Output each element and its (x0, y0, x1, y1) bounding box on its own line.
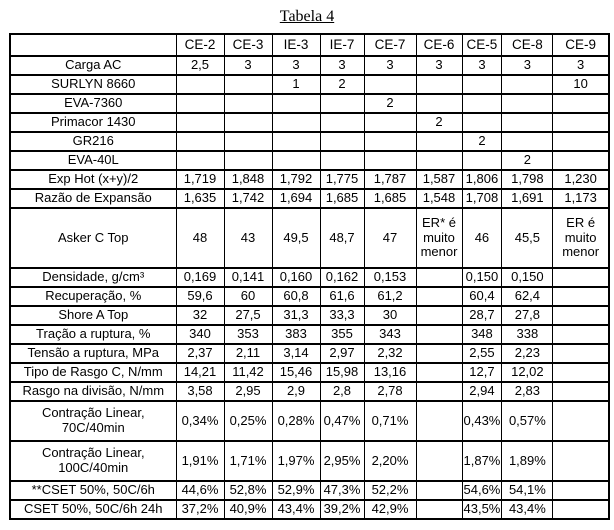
data-cell (462, 113, 502, 132)
data-cell: 12,02 (502, 363, 553, 382)
column-header: CE-7 (364, 34, 416, 56)
data-cell: 1,685 (364, 189, 416, 208)
data-cell (416, 151, 462, 170)
data-cell: 3 (502, 56, 553, 75)
data-cell: 3,14 (272, 344, 320, 363)
data-cell: 3,58 (176, 382, 224, 401)
data-cell (176, 75, 224, 94)
data-cell: 52,8% (224, 481, 272, 500)
data-cell (553, 151, 609, 170)
data-cell: 1,708 (462, 189, 502, 208)
row-label: **CSET 50%, 50C/6h (10, 481, 176, 500)
data-cell (416, 363, 462, 382)
data-cell (416, 75, 462, 94)
data-cell (416, 94, 462, 113)
data-cell (416, 268, 462, 287)
data-cell: 1,787 (364, 170, 416, 189)
table-row (10, 382, 609, 401)
table-row (10, 113, 609, 132)
header-row (10, 34, 609, 56)
data-cell: 0,28% (272, 401, 320, 441)
table-row (10, 151, 609, 170)
table-row (10, 268, 609, 287)
data-cell (416, 287, 462, 306)
data-cell: 48 (176, 208, 224, 268)
table-row (10, 500, 609, 519)
column-header: CE-8 (502, 34, 553, 56)
data-cell: 3 (364, 56, 416, 75)
data-cell: 353 (224, 325, 272, 344)
data-cell (176, 132, 224, 151)
data-cell: 43,4% (272, 500, 320, 519)
data-cell: 33,3 (320, 306, 364, 325)
data-cell: 60,8 (272, 287, 320, 306)
data-cell: 1,691 (502, 189, 553, 208)
data-cell: 2,5 (176, 56, 224, 75)
row-label: Contração Linear, 70C/40min (10, 401, 176, 441)
data-cell: 0,162 (320, 268, 364, 287)
table-row (10, 287, 609, 306)
data-cell: 27,5 (224, 306, 272, 325)
data-cell (364, 113, 416, 132)
data-cell: 2 (416, 113, 462, 132)
data-cell: 1,798 (502, 170, 553, 189)
data-cell: 43 (224, 208, 272, 268)
data-cell (272, 113, 320, 132)
table-row (10, 132, 609, 151)
corner-cell (10, 34, 176, 56)
data-cell (553, 113, 609, 132)
data-cell: 3 (272, 56, 320, 75)
data-cell: 2,94 (462, 382, 502, 401)
data-cell (553, 268, 609, 287)
data-cell (272, 132, 320, 151)
data-cell (364, 75, 416, 94)
table-row (10, 170, 609, 189)
table-row (10, 401, 609, 441)
data-cell (416, 306, 462, 325)
data-cell (320, 151, 364, 170)
data-cell: 2,20% (364, 441, 416, 481)
data-cell: 1,587 (416, 170, 462, 189)
data-cell (416, 500, 462, 519)
data-cell: 52,2% (364, 481, 416, 500)
data-cell (272, 151, 320, 170)
data-cell: 46 (462, 208, 502, 268)
data-cell: 0,169 (176, 268, 224, 287)
data-cell: 0,150 (502, 268, 553, 287)
data-cell: ER é muito menor (553, 208, 609, 268)
row-label: CSET 50%, 50C/6h 24h (10, 500, 176, 519)
data-cell: 1,97% (272, 441, 320, 481)
data-cell (224, 151, 272, 170)
data-cell (553, 500, 609, 519)
table-row (10, 56, 609, 75)
data-cell: 2,97 (320, 344, 364, 363)
data-cell: 1,71% (224, 441, 272, 481)
data-cell: 1,742 (224, 189, 272, 208)
data-cell (272, 94, 320, 113)
data-cell: 49,5 (272, 208, 320, 268)
data-cell (416, 382, 462, 401)
data-cell (502, 75, 553, 94)
data-cell: 39,2% (320, 500, 364, 519)
data-cell: 44,6% (176, 481, 224, 500)
data-cell: 42,9% (364, 500, 416, 519)
data-cell: 47 (364, 208, 416, 268)
data-cell: 54,1% (502, 481, 553, 500)
data-cell: 1,91% (176, 441, 224, 481)
data-cell: 1,719 (176, 170, 224, 189)
data-cell: 11,42 (224, 363, 272, 382)
data-cell (176, 113, 224, 132)
data-cell: 0,141 (224, 268, 272, 287)
data-cell: ER* é muito menor (416, 208, 462, 268)
data-cell: 1,685 (320, 189, 364, 208)
data-cell: 2,83 (502, 382, 553, 401)
data-cell: 0,150 (462, 268, 502, 287)
data-cell (320, 94, 364, 113)
data-cell (553, 94, 609, 113)
data-cell (416, 401, 462, 441)
data-cell: 1,87% (462, 441, 502, 481)
data-cell (416, 481, 462, 500)
data-cell: 2,95% (320, 441, 364, 481)
row-label: GR216 (10, 132, 176, 151)
data-cell: 340 (176, 325, 224, 344)
data-cell: 2 (462, 132, 502, 151)
data-cell (553, 306, 609, 325)
data-cell: 1,635 (176, 189, 224, 208)
table-row (10, 208, 609, 268)
row-label: Primacor 1430 (10, 113, 176, 132)
data-cell: 3 (553, 56, 609, 75)
data-cell: 1,173 (553, 189, 609, 208)
data-cell: 47,3% (320, 481, 364, 500)
data-cell: 2 (364, 94, 416, 113)
data-cell: 1,89% (502, 441, 553, 481)
data-cell (224, 132, 272, 151)
data-cell: 62,4 (502, 287, 553, 306)
row-label: Recuperação, % (10, 287, 176, 306)
data-cell: 43,5% (462, 500, 502, 519)
data-cell: 27,8 (502, 306, 553, 325)
data-cell: 31,3 (272, 306, 320, 325)
row-label: Carga AC (10, 56, 176, 75)
data-cell: 1 (272, 75, 320, 94)
row-label: Tipo de Rasgo C, N/mm (10, 363, 176, 382)
data-cell (553, 441, 609, 481)
table-row (10, 189, 609, 208)
data-cell (502, 132, 553, 151)
data-cell (553, 481, 609, 500)
data-cell: 30 (364, 306, 416, 325)
row-label: Tração a ruptura, % (10, 325, 176, 344)
data-cell (416, 132, 462, 151)
data-cell: 0,25% (224, 401, 272, 441)
data-cell: 2 (320, 75, 364, 94)
row-label: Asker C Top (10, 208, 176, 268)
data-cell: 0,71% (364, 401, 416, 441)
data-cell: 3 (416, 56, 462, 75)
data-cell (320, 132, 364, 151)
column-header: CE-2 (176, 34, 224, 56)
data-cell: 61,6 (320, 287, 364, 306)
data-cell: 0,43% (462, 401, 502, 441)
table-body (10, 56, 609, 519)
data-cell: 0,34% (176, 401, 224, 441)
data-cell (176, 151, 224, 170)
data-cell (416, 441, 462, 481)
data-cell (553, 401, 609, 441)
data-table (9, 33, 610, 520)
data-cell (176, 94, 224, 113)
data-cell: 43,4% (502, 500, 553, 519)
row-label: EVA-40L (10, 151, 176, 170)
data-cell: 13,16 (364, 363, 416, 382)
column-header: CE-6 (416, 34, 462, 56)
row-label: Exp Hot (x+y)/2 (10, 170, 176, 189)
data-cell: 2,11 (224, 344, 272, 363)
data-cell: 2,55 (462, 344, 502, 363)
column-header: IE-7 (320, 34, 364, 56)
data-cell: 52,9% (272, 481, 320, 500)
data-cell: 3 (320, 56, 364, 75)
data-cell: 383 (272, 325, 320, 344)
data-cell: 48,7 (320, 208, 364, 268)
data-cell: 14,21 (176, 363, 224, 382)
data-cell: 15,98 (320, 363, 364, 382)
data-cell: 3 (224, 56, 272, 75)
data-cell: 2,8 (320, 382, 364, 401)
data-cell (553, 363, 609, 382)
column-header: CE-5 (462, 34, 502, 56)
data-cell: 3 (462, 56, 502, 75)
data-cell: 2,32 (364, 344, 416, 363)
table-row (10, 344, 609, 363)
data-cell (224, 75, 272, 94)
table-row (10, 441, 609, 481)
data-cell: 2,23 (502, 344, 553, 363)
data-cell: 0,160 (272, 268, 320, 287)
table-row (10, 481, 609, 500)
data-cell (364, 151, 416, 170)
data-cell: 60,4 (462, 287, 502, 306)
data-cell: 1,848 (224, 170, 272, 189)
data-cell: 338 (502, 325, 553, 344)
data-cell: 61,2 (364, 287, 416, 306)
data-cell: 12,7 (462, 363, 502, 382)
data-cell (416, 344, 462, 363)
data-cell: 1,792 (272, 170, 320, 189)
data-cell: 355 (320, 325, 364, 344)
data-cell (462, 75, 502, 94)
table-title: Tabela 4 (279, 8, 335, 25)
table-row (10, 325, 609, 344)
data-cell (364, 132, 416, 151)
data-cell: 37,2% (176, 500, 224, 519)
data-cell: 32 (176, 306, 224, 325)
column-header: CE-9 (553, 34, 609, 56)
column-header: CE-3 (224, 34, 272, 56)
column-header: IE-3 (272, 34, 320, 56)
row-label: Shore A Top (10, 306, 176, 325)
data-cell (502, 94, 553, 113)
data-cell (224, 113, 272, 132)
data-cell: 15,46 (272, 363, 320, 382)
data-cell (462, 151, 502, 170)
data-cell: 0,57% (502, 401, 553, 441)
data-cell: 59,6 (176, 287, 224, 306)
data-cell (416, 325, 462, 344)
data-cell (553, 287, 609, 306)
row-label: EVA-7360 (10, 94, 176, 113)
row-label: Rasgo na divisão, N/mm (10, 382, 176, 401)
data-cell: 2,9 (272, 382, 320, 401)
data-cell: 60 (224, 287, 272, 306)
data-cell (553, 344, 609, 363)
data-cell (462, 94, 502, 113)
data-cell (320, 113, 364, 132)
data-cell (553, 382, 609, 401)
data-cell: 2 (502, 151, 553, 170)
row-label: Densidade, g/cm³ (10, 268, 176, 287)
data-cell: 45,5 (502, 208, 553, 268)
data-cell: 2,78 (364, 382, 416, 401)
data-cell (553, 325, 609, 344)
data-cell (224, 94, 272, 113)
table-row (10, 94, 609, 113)
data-cell: 343 (364, 325, 416, 344)
data-cell: 0,153 (364, 268, 416, 287)
data-cell: 0,47% (320, 401, 364, 441)
data-cell (502, 113, 553, 132)
data-cell: 1,230 (553, 170, 609, 189)
data-cell: 40,9% (224, 500, 272, 519)
data-cell (553, 132, 609, 151)
data-cell: 1,694 (272, 189, 320, 208)
data-cell: 10 (553, 75, 609, 94)
data-cell: 1,548 (416, 189, 462, 208)
data-cell: 2,95 (224, 382, 272, 401)
table-row (10, 306, 609, 325)
data-cell: 348 (462, 325, 502, 344)
data-cell: 54,6% (462, 481, 502, 500)
data-cell: 1,806 (462, 170, 502, 189)
table-row (10, 75, 609, 94)
row-label: Razão de Expansão (10, 189, 176, 208)
data-cell: 28,7 (462, 306, 502, 325)
row-label: Contração Linear, 100C/40min (10, 441, 176, 481)
row-label: SURLYN 8660 (10, 75, 176, 94)
table-row (10, 363, 609, 382)
data-cell: 1,775 (320, 170, 364, 189)
data-cell: 2,37 (176, 344, 224, 363)
row-label: Tensão a ruptura, MPa (10, 344, 176, 363)
